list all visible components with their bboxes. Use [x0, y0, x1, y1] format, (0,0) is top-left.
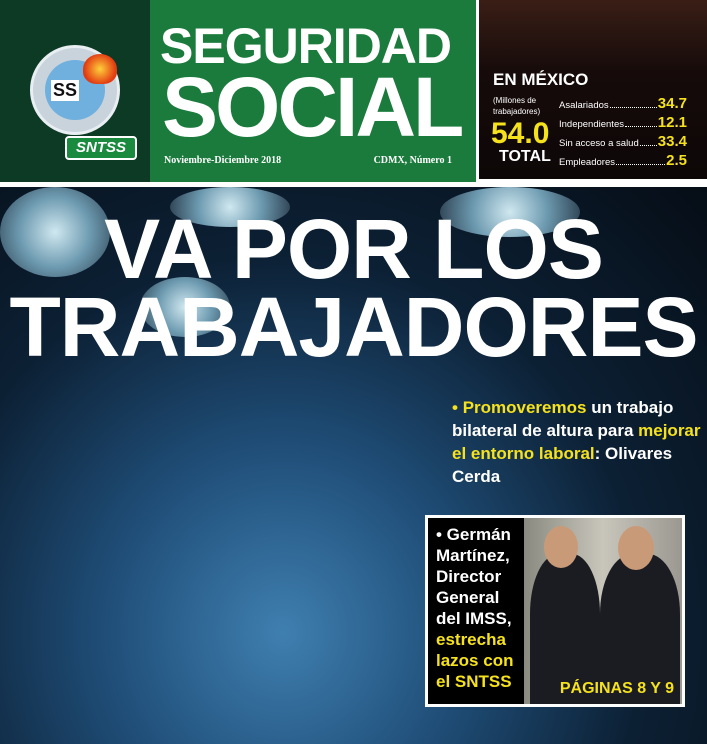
stats-subtitle: (Millones de trabajadores) — [493, 96, 541, 116]
logo-badge: SNTSS — [65, 136, 137, 160]
page-reference: PÁGINAS 8 Y 9 — [559, 680, 674, 697]
stat-value: 2.5 — [666, 152, 687, 169]
issue-date: Noviembre-Diciembre 2018 — [164, 155, 282, 166]
stat-label: Asalariados — [559, 100, 609, 111]
logo-area — [0, 0, 150, 182]
stats-title: EN MÉXICO — [493, 70, 589, 89]
stat-row — [559, 95, 687, 114]
inset-text: • Germán Martínez, Director General del IMSS, estrecha lazos con el SNTSS — [436, 525, 514, 691]
stats-total-value: 54.0 — [491, 117, 550, 150]
issue-number: CDMX, Número 1 — [373, 155, 452, 166]
stat-row — [559, 133, 687, 152]
masthead-title-line2: SOCIAL — [162, 60, 462, 154]
stat-value: 34.7 — [657, 95, 687, 112]
masthead-title-line1: SEGURIDAD — [160, 18, 452, 74]
stats-total-label: TOTAL — [499, 148, 551, 165]
stat-row — [559, 152, 687, 171]
torch-icon — [83, 54, 117, 84]
person-head — [544, 526, 578, 568]
masthead — [150, 0, 476, 182]
stat-label: Sin acceso a salud — [559, 138, 639, 149]
story-bullet-1: • Promoveremos un trabajo bilateral de altura para mejorar el entorno laboral: Olivares Cerda — [452, 398, 701, 486]
stat-row — [559, 114, 687, 133]
stats-box — [476, 0, 707, 182]
person-head — [618, 526, 654, 570]
sntss-logo — [30, 45, 126, 156]
headline-line2: TRABAJADORES — [9, 280, 698, 374]
inset-photo — [524, 518, 682, 704]
stat-value: 33.4 — [657, 133, 687, 150]
headline-line1: VA POR LOS — [104, 202, 603, 296]
cover-header — [0, 0, 707, 182]
stat-label: Independientes — [559, 119, 624, 130]
logo-initials: SS — [53, 80, 78, 100]
stat-label: Empleadores — [559, 157, 615, 168]
stat-value: 12.1 — [657, 114, 687, 131]
inset-story-box — [425, 515, 685, 707]
